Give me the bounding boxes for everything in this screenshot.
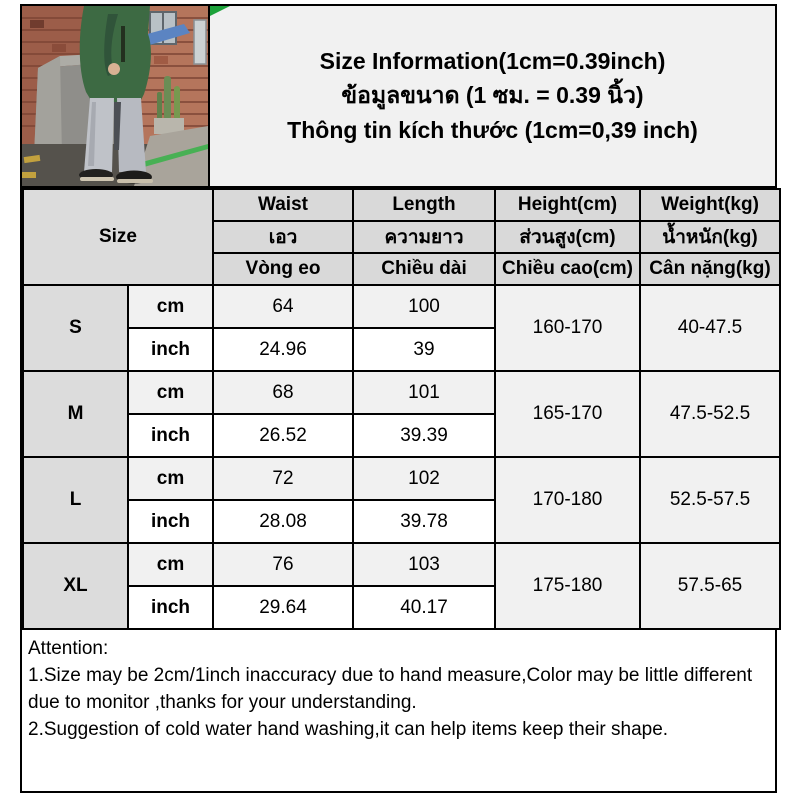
col-header-length-vi: Chiều dài <box>353 253 495 285</box>
title-vietnamese: Thông tin kích thước (1cm=0,39 inch) <box>287 116 698 143</box>
table-row-m-cm <box>23 371 780 414</box>
height-range-value: 160-170 <box>495 285 640 371</box>
unit-cell-cm: cm <box>128 371 213 414</box>
col-header-height-vi: Chiều cao(cm) <box>495 253 640 285</box>
size-cell-xl: XL <box>23 543 128 629</box>
waist-cm-value: 68 <box>213 371 353 414</box>
attention-section <box>22 630 775 744</box>
waist-inch-value: 29.64 <box>213 586 353 629</box>
unit-cell-inch: inch <box>128 586 213 629</box>
title-box <box>210 6 775 186</box>
length-cm-value: 103 <box>353 543 495 586</box>
waist-inch-value: 26.52 <box>213 414 353 457</box>
product-photo-illustration <box>22 6 208 186</box>
attention-note-2: 2.Suggestion of cold water hand washing,it can help items keep their shape. <box>28 719 669 741</box>
table-row-l-cm <box>23 457 780 500</box>
weight-range-value: 47.5-52.5 <box>640 371 780 457</box>
col-header-waist-en: Waist <box>213 189 353 221</box>
size-cell-s: S <box>23 285 128 371</box>
height-range-value: 165-170 <box>495 371 640 457</box>
product-photo <box>22 6 210 186</box>
length-cm-value: 102 <box>353 457 495 500</box>
attention-heading: Attention: <box>28 638 109 659</box>
green-corner-marker-icon <box>210 6 230 16</box>
table-row-xl-cm <box>23 543 780 586</box>
top-row <box>22 6 775 188</box>
title-english: Size Information(1cm=0.39inch) <box>319 48 666 75</box>
size-chart-sheet <box>20 4 777 793</box>
unit-cell-inch: inch <box>128 500 213 543</box>
unit-cell-cm: cm <box>128 457 213 500</box>
weight-range-value: 40-47.5 <box>640 285 780 371</box>
size-cell-m: M <box>23 371 128 457</box>
weight-range-value: 52.5-57.5 <box>640 457 780 543</box>
length-inch-value: 39.39 <box>353 414 495 457</box>
waist-inch-value: 24.96 <box>213 328 353 371</box>
col-header-length-th: ความยาว <box>353 221 495 253</box>
col-header-height-en: Height(cm) <box>495 189 640 221</box>
waist-cm-value: 72 <box>213 457 353 500</box>
length-cm-value: 100 <box>353 285 495 328</box>
col-header-weight-vi: Cân nặng(kg) <box>640 253 780 285</box>
size-chart-table <box>22 188 781 630</box>
waist-cm-value: 64 <box>213 285 353 328</box>
col-header-length-en: Length <box>353 189 495 221</box>
table-row-s-cm <box>23 285 780 328</box>
length-inch-value: 40.17 <box>353 586 495 629</box>
unit-cell-cm: cm <box>128 285 213 328</box>
unit-cell-inch: inch <box>128 414 213 457</box>
unit-cell-cm: cm <box>128 543 213 586</box>
height-range-value: 170-180 <box>495 457 640 543</box>
waist-inch-value: 28.08 <box>213 500 353 543</box>
col-header-weight-en: Weight(kg) <box>640 189 780 221</box>
attention-note-1: 1.Size may be 2cm/1inch inaccuracy due to hand measure,Color may be little different due to monitor ,thanks for your understanding. <box>28 665 753 714</box>
unit-cell-inch: inch <box>128 328 213 371</box>
length-inch-value: 39 <box>353 328 495 371</box>
size-cell-l: L <box>23 457 128 543</box>
col-header-waist-vi: Vòng eo <box>213 253 353 285</box>
col-header-height-th: ส่วนสูง(cm) <box>495 221 640 253</box>
col-header-waist-th: เอว <box>213 221 353 253</box>
length-cm-value: 101 <box>353 371 495 414</box>
title-thai: ข้อมูลขนาด (1 ซม. = 0.39 นิ้ว) <box>341 82 644 109</box>
waist-cm-value: 76 <box>213 543 353 586</box>
height-range-value: 175-180 <box>495 543 640 629</box>
col-header-weight-th: น้ำหนัก(kg) <box>640 221 780 253</box>
size-header-cell: Size <box>23 189 213 285</box>
length-inch-value: 39.78 <box>353 500 495 543</box>
weight-range-value: 57.5-65 <box>640 543 780 629</box>
